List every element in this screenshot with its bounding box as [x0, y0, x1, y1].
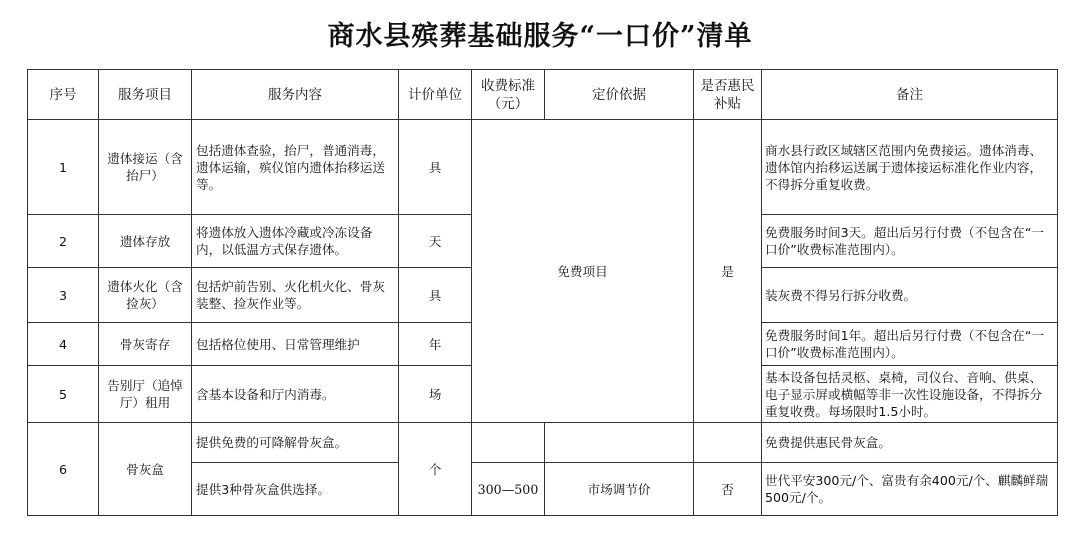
header-basis: 定价依据 [545, 70, 694, 120]
item-cell: 骨灰盒 [99, 423, 192, 516]
table-row [28, 423, 1058, 463]
item-cell: 遗体存放 [99, 215, 192, 268]
empty-price-cell [472, 423, 545, 463]
price-list-table [27, 69, 1058, 516]
empty-subsidy-cell [694, 423, 762, 463]
item-cell: 遗体接运（含抬尸） [99, 120, 192, 215]
content-cell: 包括炉前告别、火化机火化、骨灰装整、捡灰作业等。 [192, 268, 399, 323]
remark-cell: 基本设备包括灵柩、桌椅，司仪台、音响、供桌、电子显示屏或横幅等非一次性设施设备，不得拆分重复收费。每场限时1.5小时。 [762, 366, 1058, 423]
header-content: 服务内容 [192, 70, 399, 120]
remark-cell: 免费提供惠民骨灰盒。 [762, 423, 1058, 463]
free-basis-cell: 免费项目 [472, 120, 694, 423]
page-title: 商水县殡葬基础服务“一口价”清单 [327, 21, 753, 52]
item-cell: 告别厅（追悼厅）租用 [99, 366, 192, 423]
content-cell: 包括格位使用、日常管理维护 [192, 323, 399, 366]
header-item: 服务项目 [99, 70, 192, 120]
content-cell: 提供免费的可降解骨灰盒。 [192, 423, 399, 463]
content-cell: 含基本设备和厅内消毒。 [192, 366, 399, 423]
basis-cell: 市场调节价 [545, 463, 694, 516]
remark-cell: 商水县行政区域辖区范围内免费接运。遗体消毒、遗体馆内抬移运送属于遗体接运标准化作业内容，不得拆分重复收费。 [762, 120, 1058, 215]
header-row [28, 70, 1058, 120]
content-cell: 将遗体放入遗体冷藏或冷冻设备内，以低温方式保存遗体。 [192, 215, 399, 268]
seq-cell: 2 [28, 215, 99, 268]
unit-cell: 具 [399, 120, 472, 215]
remark-cell: 免费服务时间3天。超出后另行付费（不包含在“一口价”收费标准范围内）。 [762, 215, 1058, 268]
remark-cell: 免费服务时间1年。超出后另行付费（不包含在“一口价”收费标准范围内）。 [762, 323, 1058, 366]
free-subsidy-cell: 是 [694, 120, 762, 423]
content-cell: 提供3种骨灰盒供选择。 [192, 463, 399, 516]
seq-cell: 5 [28, 366, 99, 423]
seq-cell: 3 [28, 268, 99, 323]
subsidy-cell: 否 [694, 463, 762, 516]
header-unit: 计价单位 [399, 70, 472, 120]
item-cell: 遗体火化（含捡灰） [99, 268, 192, 323]
unit-cell: 场 [399, 366, 472, 423]
empty-basis-cell [545, 423, 694, 463]
remark-cell: 世代平安300元/个、富贵有余400元/个、麒麟鲜瑞500元/个。 [762, 463, 1058, 516]
table-row [28, 120, 1058, 215]
content-cell: 包括遗体查验，抬尸，普通消毒，遗体运输，殡仪馆内遗体抬移运送等。 [192, 120, 399, 215]
unit-cell: 年 [399, 323, 472, 366]
header-remark: 备注 [762, 70, 1058, 120]
unit-cell: 个 [399, 423, 472, 516]
unit-cell: 天 [399, 215, 472, 268]
header-seq: 序号 [28, 70, 99, 120]
seq-cell: 4 [28, 323, 99, 366]
seq-cell: 1 [28, 120, 99, 215]
seq-cell: 6 [28, 423, 99, 516]
header-subsidy: 是否惠民补贴 [694, 70, 762, 120]
item-cell: 骨灰寄存 [99, 323, 192, 366]
unit-cell: 具 [399, 268, 472, 323]
remark-cell: 装灰费不得另行拆分收费。 [762, 268, 1058, 323]
header-price: 收费标准（元） [472, 70, 545, 120]
price-cell: 300—500 [472, 463, 545, 516]
